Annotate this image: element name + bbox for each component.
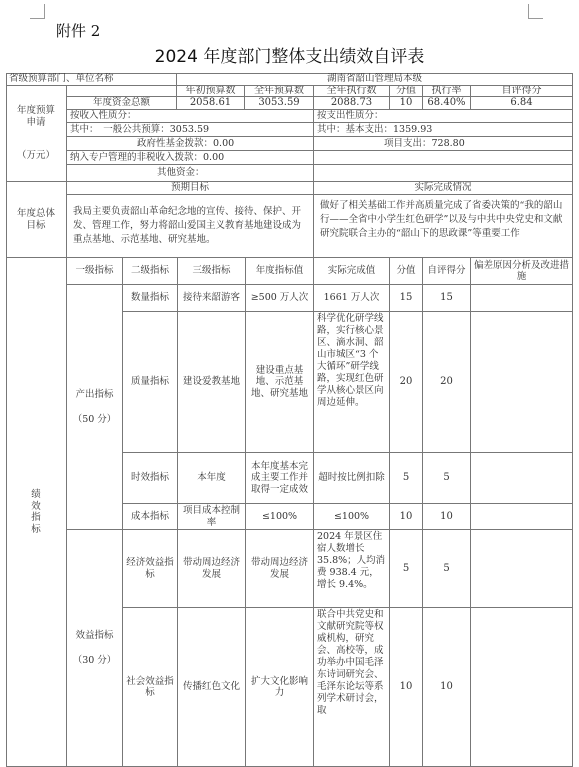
perf-header-l2: 二级指标 (123, 258, 178, 285)
row-time-deviation (471, 453, 573, 504)
crop-mark-top-right (528, 4, 543, 19)
evaluation-table (6, 73, 573, 767)
row-cost-self: 10 (423, 504, 471, 530)
row-quality-l2: 质量指标 (123, 312, 178, 453)
row-cost-target: ≤100% (246, 504, 314, 530)
income-nature-label: 按收入性质分： (67, 110, 314, 123)
row-time-target: 本年度基本完成主要工作并取得一定成效 (246, 453, 314, 504)
row-social-deviation (471, 608, 573, 767)
row-cost-l2: 成本指标 (123, 504, 178, 530)
budget-header-initial: 年初预算数 (177, 86, 245, 97)
budget-label: 年度预算申请 (16, 105, 55, 128)
row-quantity-l2: 数量指标 (123, 285, 178, 312)
expense-nature-label: 按支出性质分： (314, 110, 573, 123)
income-fund: 政府性基金拨款：0.00 (67, 137, 314, 151)
row-cost-deviation (471, 504, 573, 530)
row-cost-score: 10 (390, 504, 423, 530)
row-time-self: 5 (423, 453, 471, 504)
budget-header-executed: 全年执行数 (314, 86, 390, 97)
row-time-actual: 超时按比例扣除 (314, 453, 390, 504)
row-quality-score: 20 (390, 312, 423, 453)
row-economic-deviation (471, 530, 573, 608)
row-quantity-score: 15 (390, 285, 423, 312)
income-general: 其中： 一般公共预算：3053.59 (67, 123, 314, 137)
perf-header-l3: 三级指标 (178, 258, 246, 285)
budget-total-self: 6.84 (471, 97, 573, 110)
perf-header-actual: 实际完成值 (314, 258, 390, 285)
budget-header-score: 分值 (390, 86, 423, 97)
perf-header-deviation: 偏差原因分析及改进措施 (471, 258, 573, 285)
output-indicator-cell (67, 285, 123, 530)
row-economic-l3: 带动周边经济发展 (178, 530, 246, 608)
perf-header-target: 年度指标值 (246, 258, 314, 285)
row-quantity-target: ≥500 万人次 (246, 285, 314, 312)
row-social-l2: 社会效益指标 (123, 608, 178, 767)
budget-header-rate: 执行率 (423, 86, 471, 97)
row-quality-l3: 建设爱教基地 (178, 312, 246, 453)
budget-total-score: 10 (390, 97, 423, 110)
row-cost-l3: 项目成本控制率 (178, 504, 246, 530)
perf-header-self: 自评得分 (423, 258, 471, 285)
budget-total-executed: 2088.73 (314, 97, 390, 110)
row-quality-self: 20 (423, 312, 471, 453)
budget-label-cell (6, 86, 67, 182)
row-economic-l2: 经济效益指标 (123, 530, 178, 608)
perf-header-l1: 一级指标 (67, 258, 123, 285)
perf-label: 绩效指标 (6, 258, 67, 767)
row-quality-target: 建设重点基地、示范基地、研究基地 (246, 312, 314, 453)
row-quantity-deviation (471, 285, 573, 312)
row-economic-target: 带动周边经济发展 (246, 530, 314, 608)
perf-header-score: 分值 (390, 258, 423, 285)
row-social-target: 扩大文化影响力 (246, 608, 314, 767)
goals-label: 年度总体目标 (6, 182, 67, 258)
income-nontax: 纳入专户管理的非税收入拨款：0.00 (67, 151, 314, 165)
row-economic-actual: 2024 年景区住宿人数增长 35.8%；人均消费 938.4 元，增长 9.4%。 (314, 530, 390, 608)
goals-planned-text: 我局主要负责韶山革命纪念地的宣传、接待、保护、开发、管理工作，努力将韶山爱国主义教育基地建设成为重点基地、示范基地、研究基地。 (67, 195, 314, 258)
crop-mark-top-left (30, 4, 45, 19)
output-indicator-score: （50 分） (72, 414, 117, 425)
row-time-score: 5 (390, 453, 423, 504)
row-social-self: 10 (423, 608, 471, 767)
income-other: 其他资金： (67, 165, 314, 182)
budget-header-self: 自评得分 (471, 86, 573, 97)
budget-total-annual: 3053.59 (245, 97, 314, 110)
row-quality-actual: 科学优化研学线路，实行核心景区、滴水洞、韶山市城区“3 个大循环”研学线路，实现红色研学从核心景区向周边延伸。 (314, 312, 390, 453)
budget-header-blank (67, 86, 177, 97)
benefit-indicator-score: （30 分） (72, 655, 117, 666)
budget-total-initial: 2058.61 (177, 97, 245, 110)
output-indicator-label: 产出指标 (75, 388, 114, 400)
budget-total-rate: 68.40% (423, 97, 471, 110)
row-quantity-l3: 接待来韶游客 (178, 285, 246, 312)
goals-actual-header: 实际完成情况 (314, 182, 573, 195)
row-time-l3: 本年度 (178, 453, 246, 504)
budget-unit: （万元） (16, 150, 55, 162)
goals-planned-header: 预期目标 (67, 182, 314, 195)
row-economic-self: 5 (423, 530, 471, 608)
row-quality-deviation (471, 312, 573, 453)
budget-header-annual: 全年预算数 (245, 86, 314, 97)
row-cost-actual: ≤100% (314, 504, 390, 530)
row-quantity-actual: 1661 万人次 (314, 285, 390, 312)
benefit-indicator-cell (67, 530, 123, 767)
expense-project: 项目支出：728.80 (314, 137, 573, 151)
goals-actual-text: 做好了相关基础工作并高质量完成了省委决策的“我的韶山行——全省中小学生红色研学”以及与中共中央党史和文献研究院联合主办的“韶山下的思政课”等重要工作 (314, 195, 573, 258)
expense-basic: 其中：基本支出：1359.93 (314, 123, 573, 137)
dept-label: 省级预算部门、单位名称 (6, 73, 177, 86)
dept-value: 湖南省韶山管理局本级 (177, 73, 573, 86)
row-social-actual: 联合中共党史和文献研究院等权威机构，研究会、高校等，成功举办中国毛泽东诗词研究会、毛泽东论坛等系列学术研讨会，取 (314, 608, 390, 767)
expense-blank-1 (314, 151, 573, 165)
attachment-label: 附件 2 (56, 22, 101, 40)
row-social-score: 10 (390, 608, 423, 767)
row-economic-score: 5 (390, 530, 423, 608)
benefit-indicator-label: 效益指标 (75, 629, 114, 641)
row-social-l3: 传播红色文化 (178, 608, 246, 767)
row-time-l2: 时效指标 (123, 453, 178, 504)
document-title: 2024 年度部门整体支出绩效自评表 (154, 47, 425, 67)
row-quantity-self: 15 (423, 285, 471, 312)
budget-total-label: 年度资金总额 (67, 97, 177, 110)
expense-blank-2 (314, 165, 573, 182)
